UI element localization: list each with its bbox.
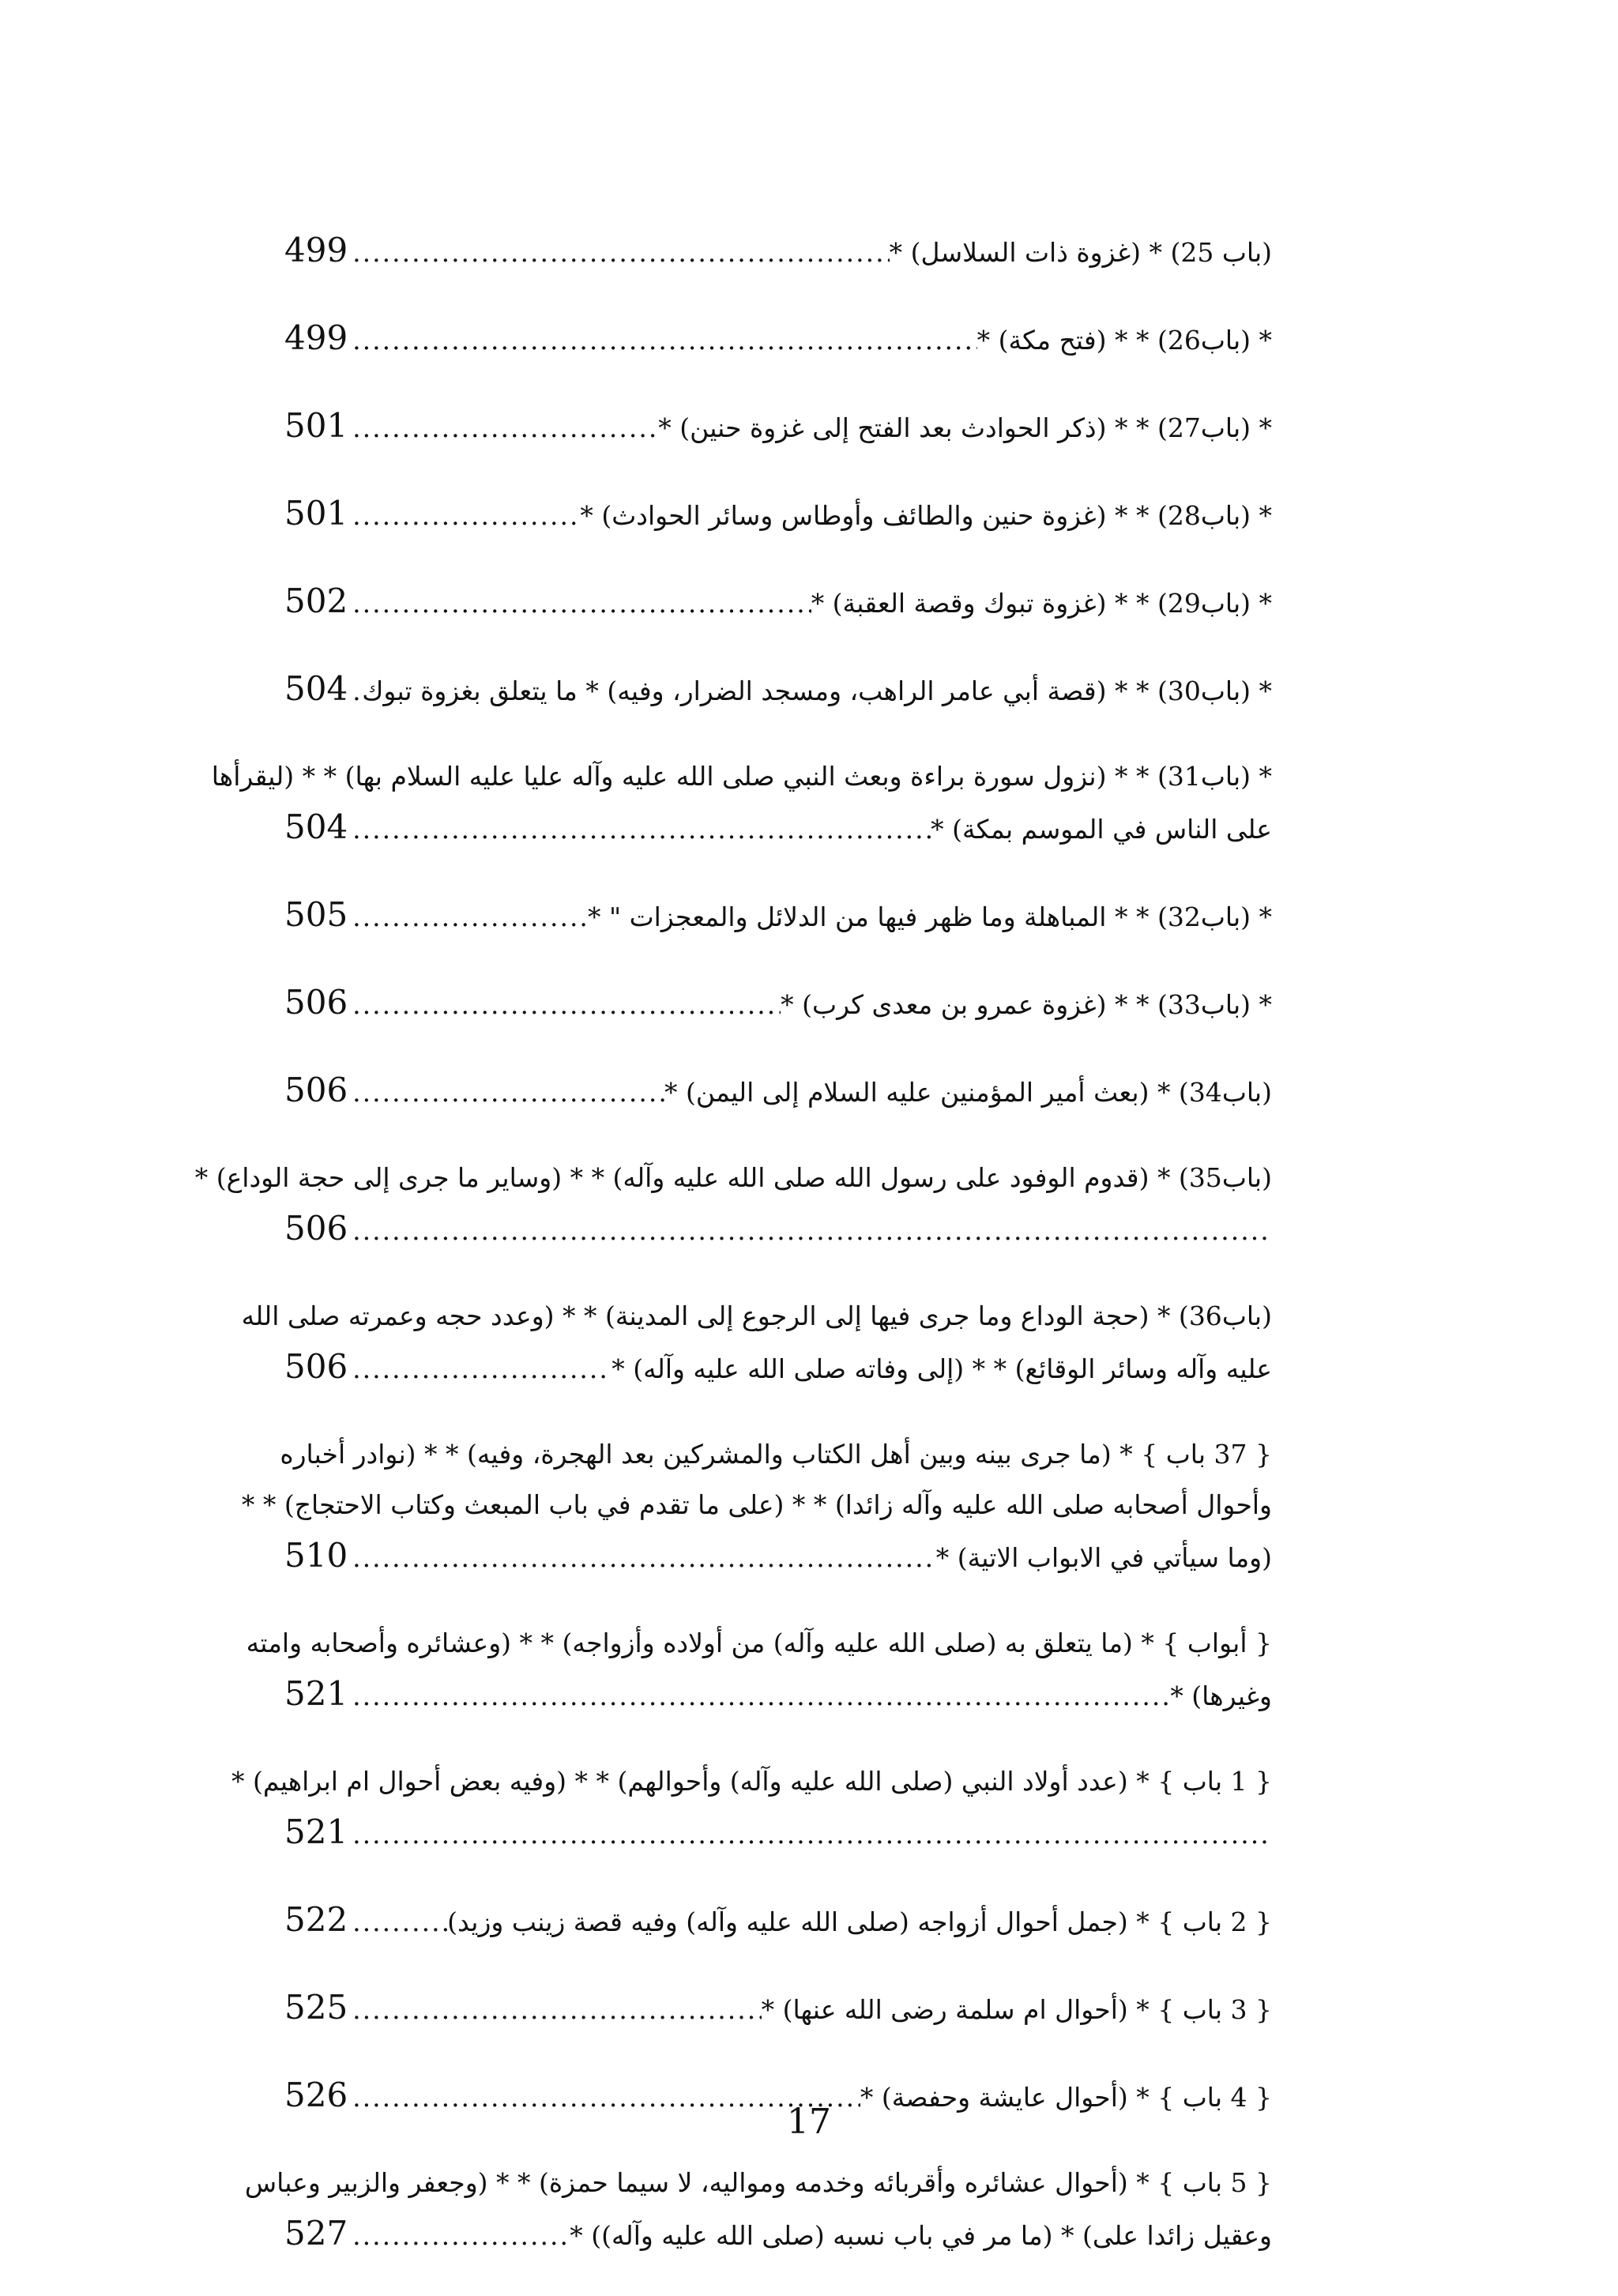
toc-entry-title: على الناس في الموسم بمكة) * <box>931 814 1272 845</box>
toc-entry <box>246 1618 1272 1722</box>
toc-entry-line: * (باب31) * * (نزول سورة براءة وبعث النبي صلى الله عليه وآله عليا عليه السلام بها) * * (ليقرأها <box>211 761 1272 792</box>
toc-entry-line: { 37 باب } * (ما جرى بينه وبين أهل الكتاب والمشركين بعد الهجرة، وفيه) * * (نوادر أخباره <box>280 1439 1272 1470</box>
toc-entry-page: 522 <box>284 1900 348 1939</box>
toc-entry-line: { أبواب } * (ما يتعلق به (صلى الله عليه وآله) من أولاده وأزواجه) * * (وعشائره وأصحابه وامته <box>246 1628 1272 1658</box>
toc-entry-line: وأحوال أصحابه صلى الله عليه وآله زائدا) * * (على ما تقدم في باب المبعث وكتاب الاحتجاج) * * <box>241 1489 1272 1520</box>
toc-entry-last-line <box>284 1982 1272 2035</box>
toc-entry-line: (باب36) * (حجة الوداع وما جرى فيها إلى الرجوع إلى المدينة) * * (وعدد حجه وعمرته صلى الله <box>241 1300 1272 1331</box>
toc-entry-title: (وما سيأتي في الابواب الاتية) * <box>935 1542 1272 1573</box>
toc-entry-last-line <box>284 664 1272 717</box>
toc-entry-last-line <box>284 1203 1272 1256</box>
toc-entry <box>284 576 1272 629</box>
dot-leader <box>348 1897 447 1948</box>
toc-entry-title: * (باب30) * * (قصة أبي عامر الراهب، ومسجد الضرار، وفيه) * ما يتعلق بغزوة تبوك <box>362 676 1272 706</box>
toc-entry-page: 510 <box>284 1536 348 1575</box>
toc-entry <box>284 1895 1272 1948</box>
toc-entry-page: 502 <box>284 582 348 620</box>
dot-leader <box>348 1671 1170 1722</box>
toc-entry-title: (باب 25) * (غزوة ذات السلاسل) * <box>889 237 1272 268</box>
toc-entry-page: 506 <box>284 1347 348 1386</box>
dot-leader <box>348 1206 1272 1256</box>
toc-entry-title: * (باب28) * * (غزوة حنين والطائف وأوطاس وسائر الحوادث) * <box>580 500 1272 531</box>
toc-entry-page: 506 <box>284 1071 348 1109</box>
dot-leader <box>348 2211 570 2261</box>
toc-entry <box>284 313 1272 366</box>
toc-entry-last-line <box>284 1342 1272 1395</box>
toc-entry <box>284 977 1272 1030</box>
toc-entry-last-line <box>284 2208 1272 2261</box>
dot-leader <box>348 228 889 278</box>
toc-entry-page: 521 <box>284 1812 348 1851</box>
dot-leader <box>348 980 781 1030</box>
dot-leader <box>348 892 588 943</box>
toc-entry <box>231 1756 1272 1860</box>
toc-entry <box>241 1291 1272 1395</box>
toc-entry <box>211 751 1272 855</box>
toc-entry-line: { 1 باب } * (عدد أولاد النبي (صلى الله عليه وآله) وأحوالهم) * * (وفيه بعض أحوال ام ابراهيم) * <box>231 1766 1272 1797</box>
toc-entry-page: 501 <box>284 494 348 533</box>
dot-leader <box>348 315 976 366</box>
toc-entry <box>241 1429 1272 1583</box>
toc-entry-page: 499 <box>284 231 348 269</box>
toc-entry-last-line <box>284 313 1272 366</box>
toc-entry-last-line <box>284 977 1272 1030</box>
dot-leader <box>348 491 580 541</box>
dot-leader <box>348 1985 761 2035</box>
toc-entry-last-line <box>284 1807 1272 1860</box>
toc-entry-last-line <box>284 1530 1272 1583</box>
toc-entry <box>194 1153 1272 1256</box>
toc-entry-last-line <box>284 1065 1272 1118</box>
toc-entry-title: { 2 باب } * (جمل أحوال أزواجه (صلى الله عليه وآله) وفيه قصة زينب وزيد) <box>447 1906 1272 1937</box>
toc-entry-title: * (باب29) * * (غزوة تبوك وقصة العقبة) * <box>811 588 1272 619</box>
toc-entry-page: 525 <box>284 1988 348 2027</box>
toc-entry-title: * (باب33) * * (غزوة عمرو بن معدى كرب) * <box>781 989 1272 1020</box>
toc-entry-page: 506 <box>284 983 348 1022</box>
toc-entry-line: (باب35) * (قدوم الوفود على رسول الله صلى الله عليه وآله) * * (وساير ما جرى إلى حجة الوداع) * <box>194 1162 1272 1193</box>
toc-entry-page: 526 <box>284 2076 348 2114</box>
toc-entry-last-line <box>284 1669 1272 1722</box>
dot-leader <box>348 403 658 454</box>
toc-entry <box>284 401 1272 454</box>
dot-leader <box>348 1533 936 1583</box>
toc-entry-last-line <box>284 225 1272 278</box>
toc-entry-page: 504 <box>284 669 348 708</box>
toc-entry <box>284 1065 1272 1118</box>
toc-entry-page: 501 <box>284 406 348 445</box>
toc-entry-title: { 3 باب } * (أحوال ام سلمة رضى الله عنها) * <box>761 1994 1272 2025</box>
toc-entry-title: (باب34) * (بعث أمير المؤمنين عليه السلام إلى اليمن) * <box>664 1077 1272 1108</box>
toc-entry <box>284 488 1272 541</box>
toc-entry <box>244 2158 1272 2261</box>
toc-entry-page: 499 <box>284 318 348 357</box>
toc-entry <box>284 664 1272 717</box>
toc-entry-page: 505 <box>284 895 348 934</box>
toc-entry <box>284 890 1272 943</box>
toc-entry-title: وعقيل زائدا على) * (ما مر في باب نسبه (صلى الله عليه وآله)) * <box>570 2220 1272 2251</box>
toc-entry-last-line <box>284 890 1272 943</box>
toc-entry-last-line <box>284 802 1272 855</box>
toc-entry-page: 521 <box>284 1674 348 1713</box>
toc-entry-page: 506 <box>284 1209 348 1248</box>
toc-entry-title: * (باب27) * * (ذكر الحوادث بعد الفتح إلى غزوة حنين) * <box>658 412 1272 443</box>
toc-entry-title: * (باب26) * * (فتح مكة) * <box>976 325 1272 356</box>
dot-leader <box>348 1344 611 1395</box>
toc-entry-title: { 4 باب } * (أحوال عايشة وحفصة) * <box>860 2082 1272 2113</box>
toc-entry-title: عليه وآله وسائر الوقائع) * * (إلى وفاته صلى الله عليه وآله) * <box>611 1353 1272 1384</box>
toc-entry-last-line <box>284 1895 1272 1948</box>
page-number: 17 <box>787 2102 831 2142</box>
toc-entry-last-line <box>284 488 1272 541</box>
toc-entry-title: وغيرها) * <box>1170 1681 1272 1711</box>
toc-entry-line: { 5 باب } * (أحوال عشائره وأقربائه وخدمه ومواليه، لا سيما حمزة) * * (وجعفر والزبير وعباس <box>244 2167 1272 2198</box>
toc-entry-last-line <box>284 576 1272 629</box>
dot-leader <box>348 1809 1272 1860</box>
dot-leader <box>348 666 362 717</box>
table-of-contents <box>194 225 1272 2296</box>
toc-entry <box>284 225 1272 278</box>
dot-leader <box>348 578 811 629</box>
toc-entry-page: 527 <box>284 2214 348 2253</box>
toc-entry-page: 504 <box>284 807 348 846</box>
toc-entry-last-line <box>284 401 1272 454</box>
dot-leader <box>348 804 931 855</box>
toc-entry <box>284 1982 1272 2035</box>
toc-entry-title: * (باب32) * * المباهلة وما ظهر فيها من الدلائل والمعجزات " * <box>587 901 1272 932</box>
dot-leader <box>348 1067 664 1118</box>
